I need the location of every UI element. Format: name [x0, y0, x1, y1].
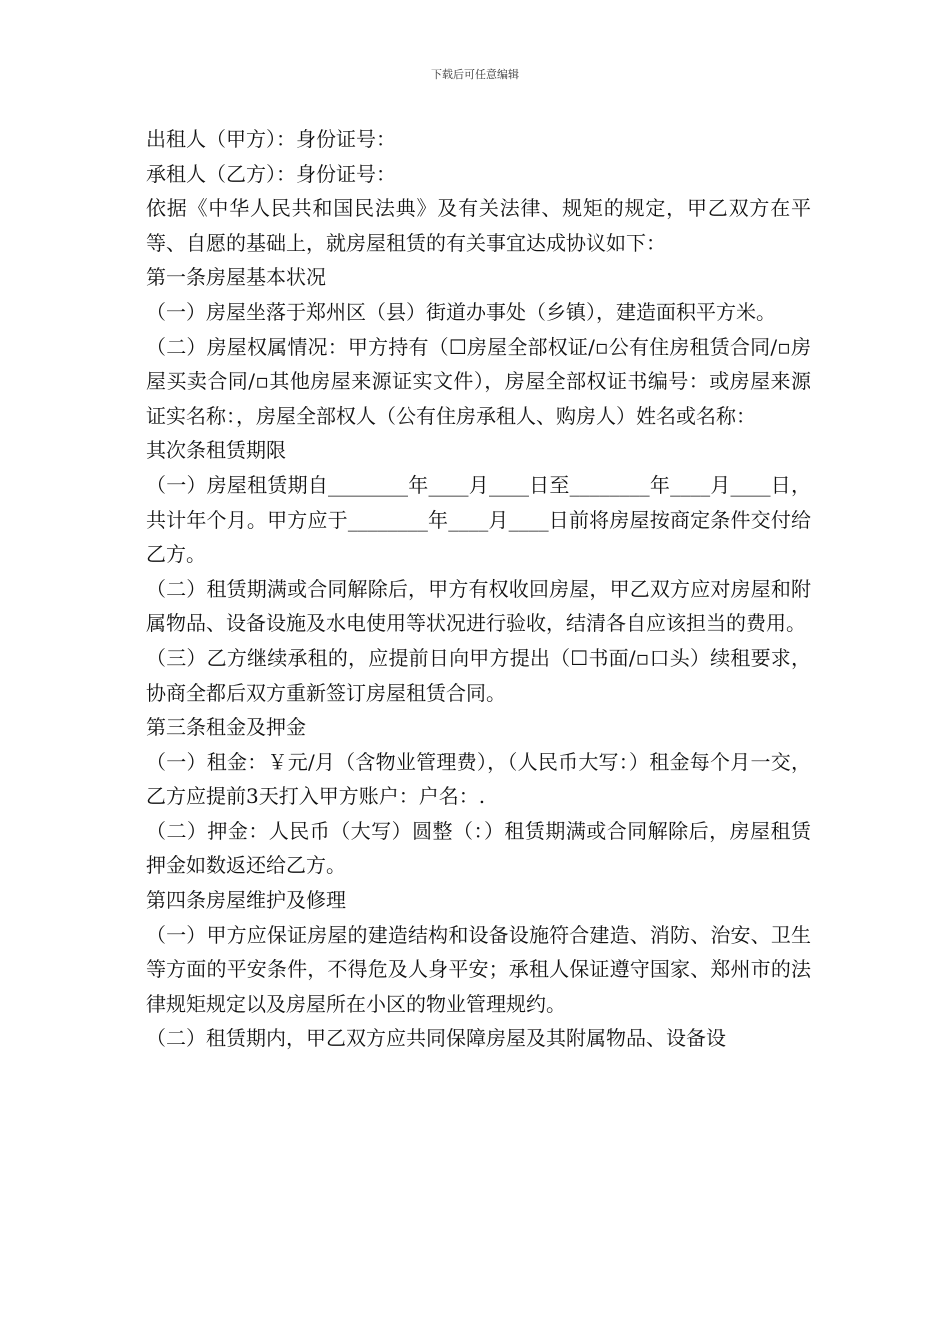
paragraph: 承租人（乙方）：身份证号：	[146, 161, 396, 186]
paragraph: （二）租赁期内，甲乙双方应共同保障房屋及其附属物品、设备设	[146, 1026, 726, 1051]
paragraph: （一）房屋坐落于郑州区（县）街道办事处（乡镇），建造面积平方米。	[146, 299, 776, 324]
paragraph: （二）房屋权属情况：甲方持有（☐房屋全部权证/▫公有住房租赁合同/▫房屋买卖合同/▫其他房屋来源证实文件），房屋全部权证书编号：或房屋来源证实名称：，房屋全部权人（公有住房承租人、购房人）姓名或名称：	[146, 334, 811, 428]
paragraph: （一）甲方应保证房屋的建造结构和设备设施符合建造、消防、治安、卫生等方面的平安条件，不得危及人身平安；承租人保证遵守国家、郑州市的法律规矩规定以及房屋所在小区的物业管理规约。	[146, 922, 811, 1016]
paragraph: 出租人（甲方）：身份证号：	[146, 127, 396, 151]
page-header: 下载后可任意编辑	[431, 68, 519, 81]
paragraph: （一）房屋租赁期自________年____月____日至________年____月____日，共计年个月。甲方应于________年____月____日前将房屋按商定条件交付给乙方。	[146, 472, 811, 567]
section-heading: 其次条租赁期限	[146, 438, 286, 463]
paragraph: （二）租赁期满或合同解除后，甲方有权收回房屋，甲乙双方应对房屋和附属物品、设备设施及水电使用等状况进行验收，结清各自应该担当的费用。	[146, 576, 811, 636]
section-heading: 第四条房屋维护及修理	[146, 888, 346, 913]
paragraph: （二）押金：人民币（大写）圆整（：）租赁期满或合同解除后，房屋租赁押金如数返还给乙方。	[146, 818, 811, 878]
paragraph: （三）乙方继续承租的，应提前日向甲方提出（☐书面/▫口头）续租要求，协商全都后双方重新签订房屋租赁合同。	[146, 645, 811, 705]
section-heading: 第一条房屋基本状况	[146, 265, 326, 290]
paragraph: （一）租金：￥元/月（含物业管理费），（人民币大写：）租金每个月一交，乙方应提前3天打入甲方账户：户名：.	[146, 749, 811, 809]
section-heading: 第三条租金及押金	[146, 715, 306, 740]
document-body	[146, 122, 811, 1056]
paragraph: 依据《中华人民共和国民法典》及有关法律、规矩的规定，甲乙双方在平等、自愿的基础上，就房屋租赁的有关事宜达成协议如下：	[146, 196, 811, 255]
